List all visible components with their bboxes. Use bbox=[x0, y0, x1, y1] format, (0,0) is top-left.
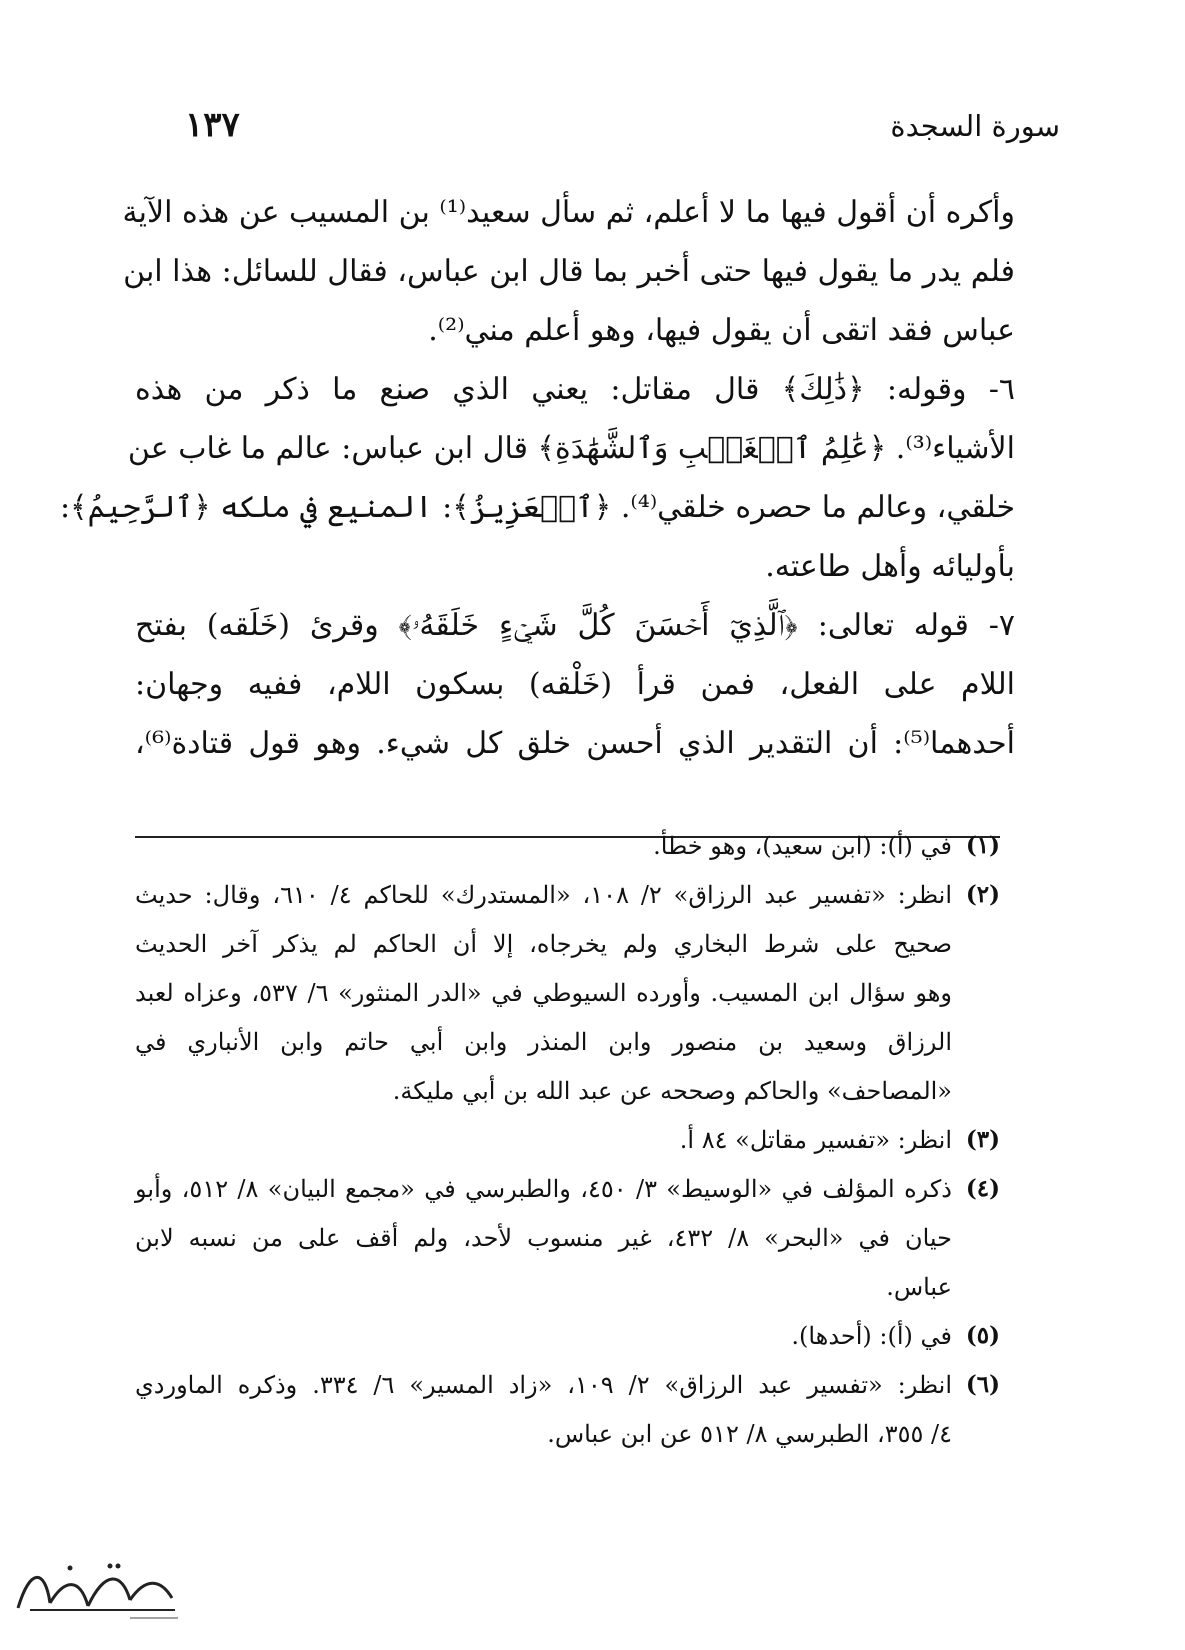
footnote-line: انظر: «تفسير مقاتل» ٨٤ أ. bbox=[679, 1126, 952, 1154]
footnote-line: في (أ): (أحدها). bbox=[791, 1322, 952, 1350]
page-number: ١٣٧ bbox=[185, 105, 240, 145]
footnote-number: (٣) bbox=[965, 1126, 1000, 1153]
footnote-line: حيان في «البحر» ٨/ ٤٣٢، غير منسوب لأحد، ولم أقف على من نسبه لابن bbox=[135, 1224, 952, 1252]
footnote-line: انظر: «تفسير عبد الرزاق» ٢/ ١٠٨، «المستدرك» للحاكم ٤/ ٦١٠، وقال: حديث bbox=[135, 881, 953, 909]
page-header bbox=[130, 105, 1060, 155]
footnote-number: (٥) bbox=[965, 1322, 1000, 1349]
text-line: عباس فقد اتقى أن يقول فيها، وهو أعلم مني⁽²⁾. bbox=[428, 313, 1015, 348]
footnote-2 bbox=[135, 871, 1000, 1116]
text-line: وأكره أن أقول فيها ما لا أعلم، ثم سأل سعيد⁽¹⁾ بن المسيب عن هذه الآية bbox=[122, 195, 1015, 230]
footnote-number: (٢) bbox=[965, 881, 1000, 908]
footnote-number: (٦) bbox=[965, 1371, 1000, 1398]
text-line: ٧- قوله تعالى: ﴿ٱلَّذِيٓ أَحۡسَنَ كُلَّ شَيۡءٍ خَلَقَهُۥ﴾ وقرئ (خَلَقه) بفتح bbox=[135, 608, 1015, 643]
calligraphy-stamp-logo bbox=[10, 1548, 190, 1626]
footnotes bbox=[135, 822, 1000, 1459]
footnote-line: عباس. bbox=[886, 1273, 952, 1301]
footnote-6 bbox=[135, 1361, 1000, 1459]
text-line: بأوليائه وأهل طاعته. bbox=[765, 549, 1015, 584]
footnote-line: انظر: «تفسير عبد الرزاق» ٢/ ١٠٩، «زاد المسير» ٦/ ٣٣٤. وذكره الماوردي bbox=[135, 1371, 952, 1399]
text-line: الأشياء⁽³⁾. ﴿عَٰلِمُ ٱلۡغَيۡبِ وَٱلشَّهَٰدَةِ﴾ قال ابن عباس: عالم ما غاب عن bbox=[127, 431, 1015, 466]
text-line: خلقي، وعالم ما حصره خلقي⁽⁴⁾. ﴿ٱلۡعَزِيزُ﴾: المنيع في ملكه ﴿ٱلرَّحِيمُ﴾: bbox=[59, 490, 1015, 525]
footnote-5 bbox=[135, 1312, 1000, 1361]
text-line: اللام على الفعل، فمن قرأ (خَلْقه) بسكون اللام، ففيه وجهان: bbox=[135, 667, 1015, 702]
footnote-1 bbox=[135, 822, 1000, 871]
footnote-line: ذكره المؤلف في «الوسيط» ٣/ ٤٥٠، والطبرسي في «مجمع البيان» ٨/ ٥١٢، وأبو bbox=[135, 1175, 952, 1203]
text-line: فلم يدر ما يقول فيها حتى أخبر بما قال ابن عباس، فقال للسائل: هذا ابن bbox=[123, 254, 1015, 289]
footnote-line: صحيح على شرط البخاري ولم يخرجاه، إلا أن الحاكم لم يذكر آخر الحديث bbox=[135, 930, 952, 958]
footnote-line: الرزاق وسعيد بن منصور وابن المنذر وابن أبي حاتم وابن الأنباري في bbox=[135, 1028, 953, 1056]
surah-title: سورة السجدة bbox=[890, 109, 1060, 143]
footnote-line: وهو سؤال ابن المسيب. وأورده السيوطي في «الدر المنثور» ٦/ ٥٣٧، وعزاه لعبد bbox=[135, 979, 952, 1007]
footnote-number: (٤) bbox=[965, 1175, 1000, 1202]
footnote-3 bbox=[135, 1116, 1000, 1165]
footnote-line: ٤/ ٣٥٥، الطبرسي ٨/ ٥١٢ عن ابن عباس. bbox=[547, 1420, 952, 1448]
footnote-4 bbox=[135, 1165, 1000, 1312]
main-text bbox=[59, 183, 1015, 773]
text-line: أحدهما⁽⁵⁾: أن التقدير الذي أحسن خلق كل شيء. وهو قول قتادة⁽⁶⁾، bbox=[135, 726, 1015, 761]
footnote-line: في (أ): (ابن سعيد)، وهو خطأ. bbox=[653, 832, 952, 860]
footnote-number: (١) bbox=[965, 832, 1000, 859]
text-line: ٦- وقوله: ﴿ذَٰلِكَ﴾ قال مقاتل: يعني الذي صنع ما ذكر من هذه bbox=[135, 372, 1015, 407]
footnote-line: «المصاحف» والحاكم وصححه عن عبد الله بن أبي مليكة. bbox=[392, 1077, 952, 1105]
